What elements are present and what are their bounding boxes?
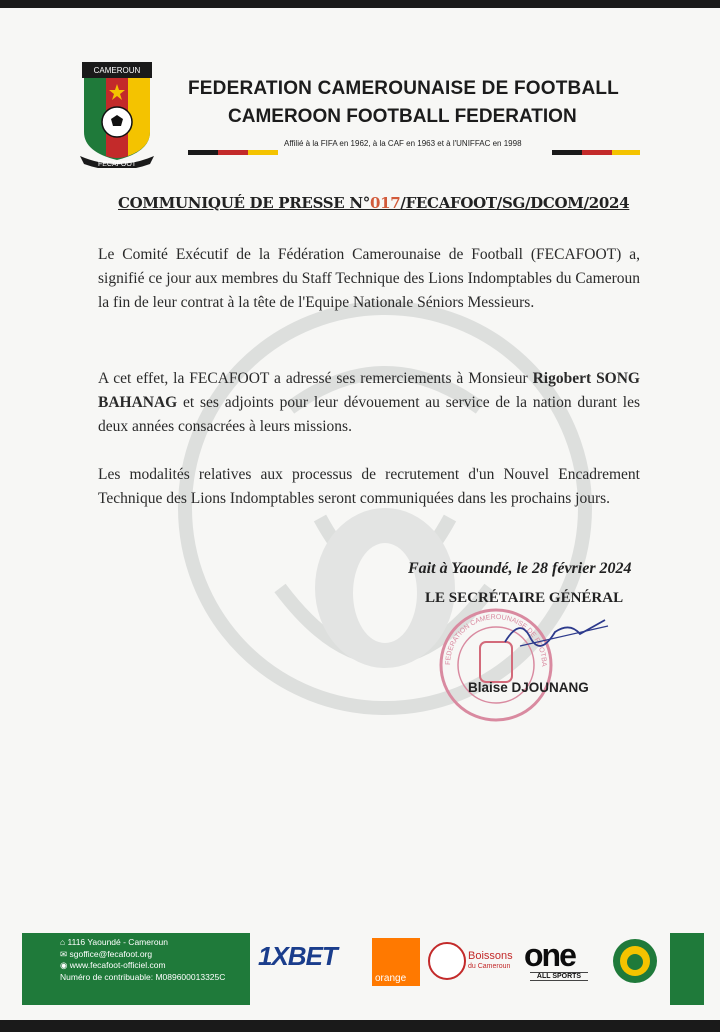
communique-title [118, 194, 629, 212]
federation-title-fr: FEDERATION CAMEROUNAISE DE FOOTBALL [188, 78, 619, 99]
lions-badge-icon [612, 938, 658, 984]
footer-green-block [670, 933, 704, 1005]
boissons-emblem-icon [428, 942, 466, 980]
stamp-text: FEDERATION CAMEROUNAISE DE FOOTBA [444, 613, 548, 667]
sponsor-one-logo: one ALL SPORTS [524, 938, 600, 981]
signature-scribble [500, 612, 610, 652]
paragraph-2-end: et ses adjoints pour leur dévouement au service de la nation durant les deux années consacrées à leurs missions. [98, 394, 640, 435]
footer-email: ✉ sgoffice@fecafoot.org [60, 948, 153, 959]
flag-rule-left [188, 142, 278, 147]
press-release-page [0, 8, 720, 1020]
crest-bottom-text: FECAFOOT [97, 161, 137, 168]
sponsor-1xbet-logo: 1XBET [258, 941, 337, 971]
paragraph-1: Le Comité Exécutif de la Fédération Camerounaise de Football (FECAFOOT) a, signifié ce jour aux membres du Staff Technique des Lions Indomptables du Cameroun la fin de leur contrat à la tête de l'Equipe Nationale Séniors Messieurs. [98, 246, 640, 311]
communique-suffix: /FECAFOOT/SG/DCOM/2024 [400, 194, 630, 212]
paragraph-2 [98, 367, 640, 439]
paragraph-3: Les modalités relatives aux processus de recrutement d'un Nouvel Encadrement Technique des Lions Indomptables seront communiquées dans les prochains jours. [98, 466, 640, 507]
federation-title-en: CAMEROON FOOTBALL FEDERATION [228, 106, 577, 127]
footer-taxpayer: Numéro de contribuable: M089600013325C [60, 971, 226, 982]
footer-address: ⌂ 1116 Yaoundé - Cameroun [60, 937, 168, 947]
signatory-name: Blaise DJOUNANG [468, 680, 589, 695]
fecafoot-crest-logo [78, 60, 156, 168]
signatory-role: LE SECRÉTAIRE GÉNÉRAL [425, 590, 624, 606]
paragraph-2-start: A cet effet, la FECAFOOT a adressé ses remerciements à Monsieur [98, 370, 533, 387]
place-date: Fait à Yaoundé, le 28 février 2024 [408, 560, 632, 577]
sponsor-boissons-logo: Boissons du Cameroun [428, 940, 520, 984]
footer-website: ◉ www.fecafoot-officiel.com [60, 960, 166, 970]
coach-name: Rigobert SONG BAHANAG [98, 370, 640, 411]
communique-number: 017 [369, 194, 401, 212]
contact-footer [22, 933, 250, 1005]
crest-top-text: CAMEROUN [93, 66, 141, 75]
communique-prefix: COMMUNIQUÉ DE PRESSE N° [118, 194, 370, 212]
sponsor-orange-logo: orange [372, 938, 420, 986]
affiliation-text: Affilié à la FIFA en 1962, à la CAF en 1963 et à l'UNIFFAC en 1998 [284, 139, 522, 148]
flag-rule-right [552, 142, 640, 147]
